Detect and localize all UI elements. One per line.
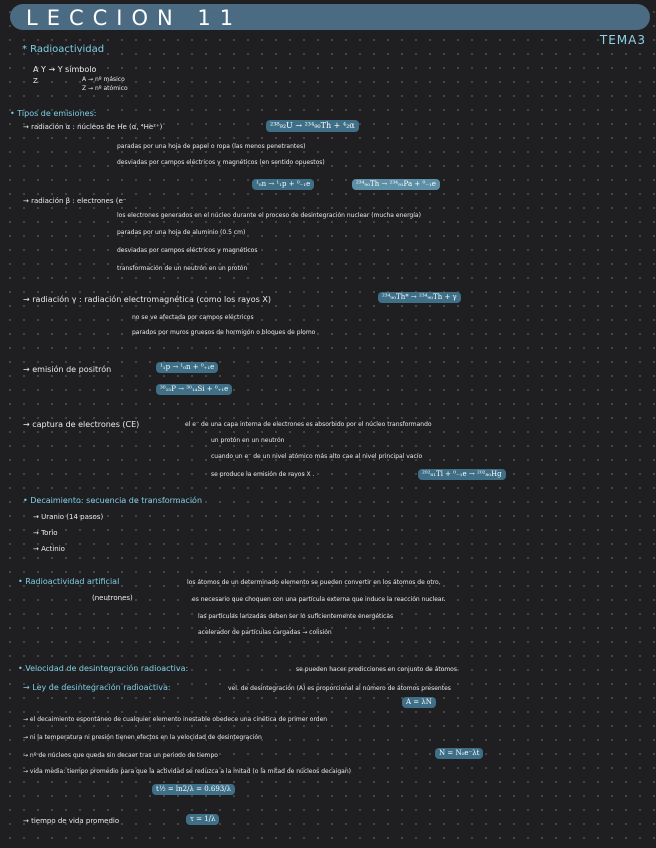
positron-label: → emisión de positrón [23, 365, 112, 374]
captura-detail-1: el e⁻ de una capa interna de electrones es absorbido por el núcleo transformando [185, 421, 432, 428]
lesson-title: LECCION 11 [26, 6, 243, 30]
equation-decay: N = N₀e⁻λt [435, 748, 483, 759]
alfa-equation: ²³⁸₉₂U → ²³⁴₉₀Th + ⁴₂α [266, 120, 359, 132]
topic-label: TEMA3 [599, 33, 646, 47]
alfa-detail-2: desviadas por campos eléctricos y magnéticos (en sentido opuestos) [117, 159, 325, 166]
notation-symbol: A Y → Y símbolo [33, 65, 97, 74]
alfa-label: → radiación α : núcleos de He (α, ⁴He²⁺) [23, 123, 163, 131]
ley-label: → Ley de desintegración radioactiva: [23, 683, 171, 692]
velocidad-line-1: → el decaimiento espontáneo de cualquier elemento inestable obedece una cinética de primer orden [23, 716, 328, 723]
artificial-label: • Radioactividad artificial [18, 577, 120, 586]
equation-half-life: t½ = ln2/λ = 0.693/λ [152, 784, 235, 795]
equation-mean-life: τ = 1/λ [186, 814, 219, 825]
velocidad-heading-rest: se pueden hacer predicciones en conjunto de átomos [296, 666, 457, 673]
captura-detail-3: cuando un e⁻ de un nivel atómico más alto cae al nivel principal vacío [211, 453, 423, 460]
artificial-detail-3: las partículas lanzadas deben ser lo suficientemente energéticas [198, 613, 394, 620]
captura-detail-2: un protón en un neutrón [211, 437, 285, 444]
velocidad-heading: • Velocidad de desintegración radioactiva: [18, 664, 189, 673]
positron-equation-1: ¹₁p → ¹₀n + ⁰₊₁e [156, 362, 218, 373]
positron-equation-2: ³⁰₁₅P → ³⁰₁₄Si + ⁰₊₁e [156, 384, 232, 395]
gamma-equation: ²³⁴₉₀Th* → ²³⁴₉₀Th + γ [378, 292, 461, 303]
gamma-detail-1: no se ve afectada por campos eléctricos [132, 314, 254, 321]
radioactividad-heading: * Radioactividad [22, 44, 105, 55]
beta-equation-1: ¹₀n → ¹₁p + ⁰₋₁e [252, 179, 314, 190]
decaimiento-heading: • Decaimiento: secuencia de transformación [23, 496, 203, 505]
beta-detail-3: desviadas por campos eléctricos y magnéticos [117, 247, 258, 254]
alfa-detail-1: paradas por una hoja de papel o ropa (las menos penetrantes) [117, 143, 306, 150]
velocidad-line-4: → vida media: tiempo promedio para que la actividad se reduzca a la mitad (o la mitad de núcleos decaigan) [23, 768, 351, 775]
artificial-detail-2: es necesario que choquen con una partícula externa que induce la reacción nuclear. [192, 596, 446, 603]
velocidad-line-5: → tiempo de vida promedio [23, 817, 120, 825]
beta-label: → radiación β : electrones (e⁻ [23, 197, 127, 205]
ley-detail: vel. de desintegración (A) es proporcional al número de átomos presentes [228, 685, 451, 692]
notation-atomic: Z → nº atómico [82, 85, 128, 92]
title-banner [10, 4, 650, 30]
velocidad-line-3: → nº de núcleos que queda sin decaer tras un periodo de tiempo [23, 752, 218, 759]
equation-activity: A = λN [402, 697, 436, 708]
gamma-detail-2: parados por muros gruesos de hormigón o bloques de plomo [132, 329, 316, 336]
artificial-sub: (neutrones) [92, 594, 133, 602]
beta-detail-1: los electrones generados en el núcleo durante el proceso de desintegración nuclear (mucha energía) [117, 212, 421, 219]
beta-detail-4: transformación de un neutrón en un protón [117, 265, 248, 272]
notation-mass: A → nº másico [82, 76, 125, 83]
decaimiento-item-2: → Torio [33, 529, 58, 537]
captura-detail-4: se produce la emisión de rayos X . [211, 471, 315, 478]
beta-equation-2: ²³⁴₉₀Th → ²³⁴₉₁Pa + ⁰₋₁e [352, 179, 440, 190]
velocidad-line-2: → ni la temperatura ni presión tienen efectos en la velocidad de desintegración [23, 734, 262, 741]
artificial-detail-1: los átomos de un determinado elemento se pueden convertir en los átomos de otro, [187, 579, 441, 586]
notation-z: Z [33, 77, 38, 85]
gamma-label: → radiación γ : radiación electromagnética (como los rayos X) [23, 295, 271, 304]
captura-label: → captura de electrones (CE) [23, 420, 140, 429]
captura-equation: ²⁰²₈₁Tl + ⁰₋₁e → ²⁰²₈₀Hg [418, 469, 506, 480]
beta-detail-2: paradas por una hoja de aluminio (0.5 cm) [117, 229, 246, 236]
decaimiento-item-3: → Actinio [33, 545, 65, 553]
decaimiento-item-1: → Uranio (14 pasos) [33, 513, 104, 521]
emisiones-heading: • Tipos de emisiones: [10, 109, 97, 118]
artificial-detail-4: acelerador de partículas cargadas → colisión [198, 629, 332, 636]
